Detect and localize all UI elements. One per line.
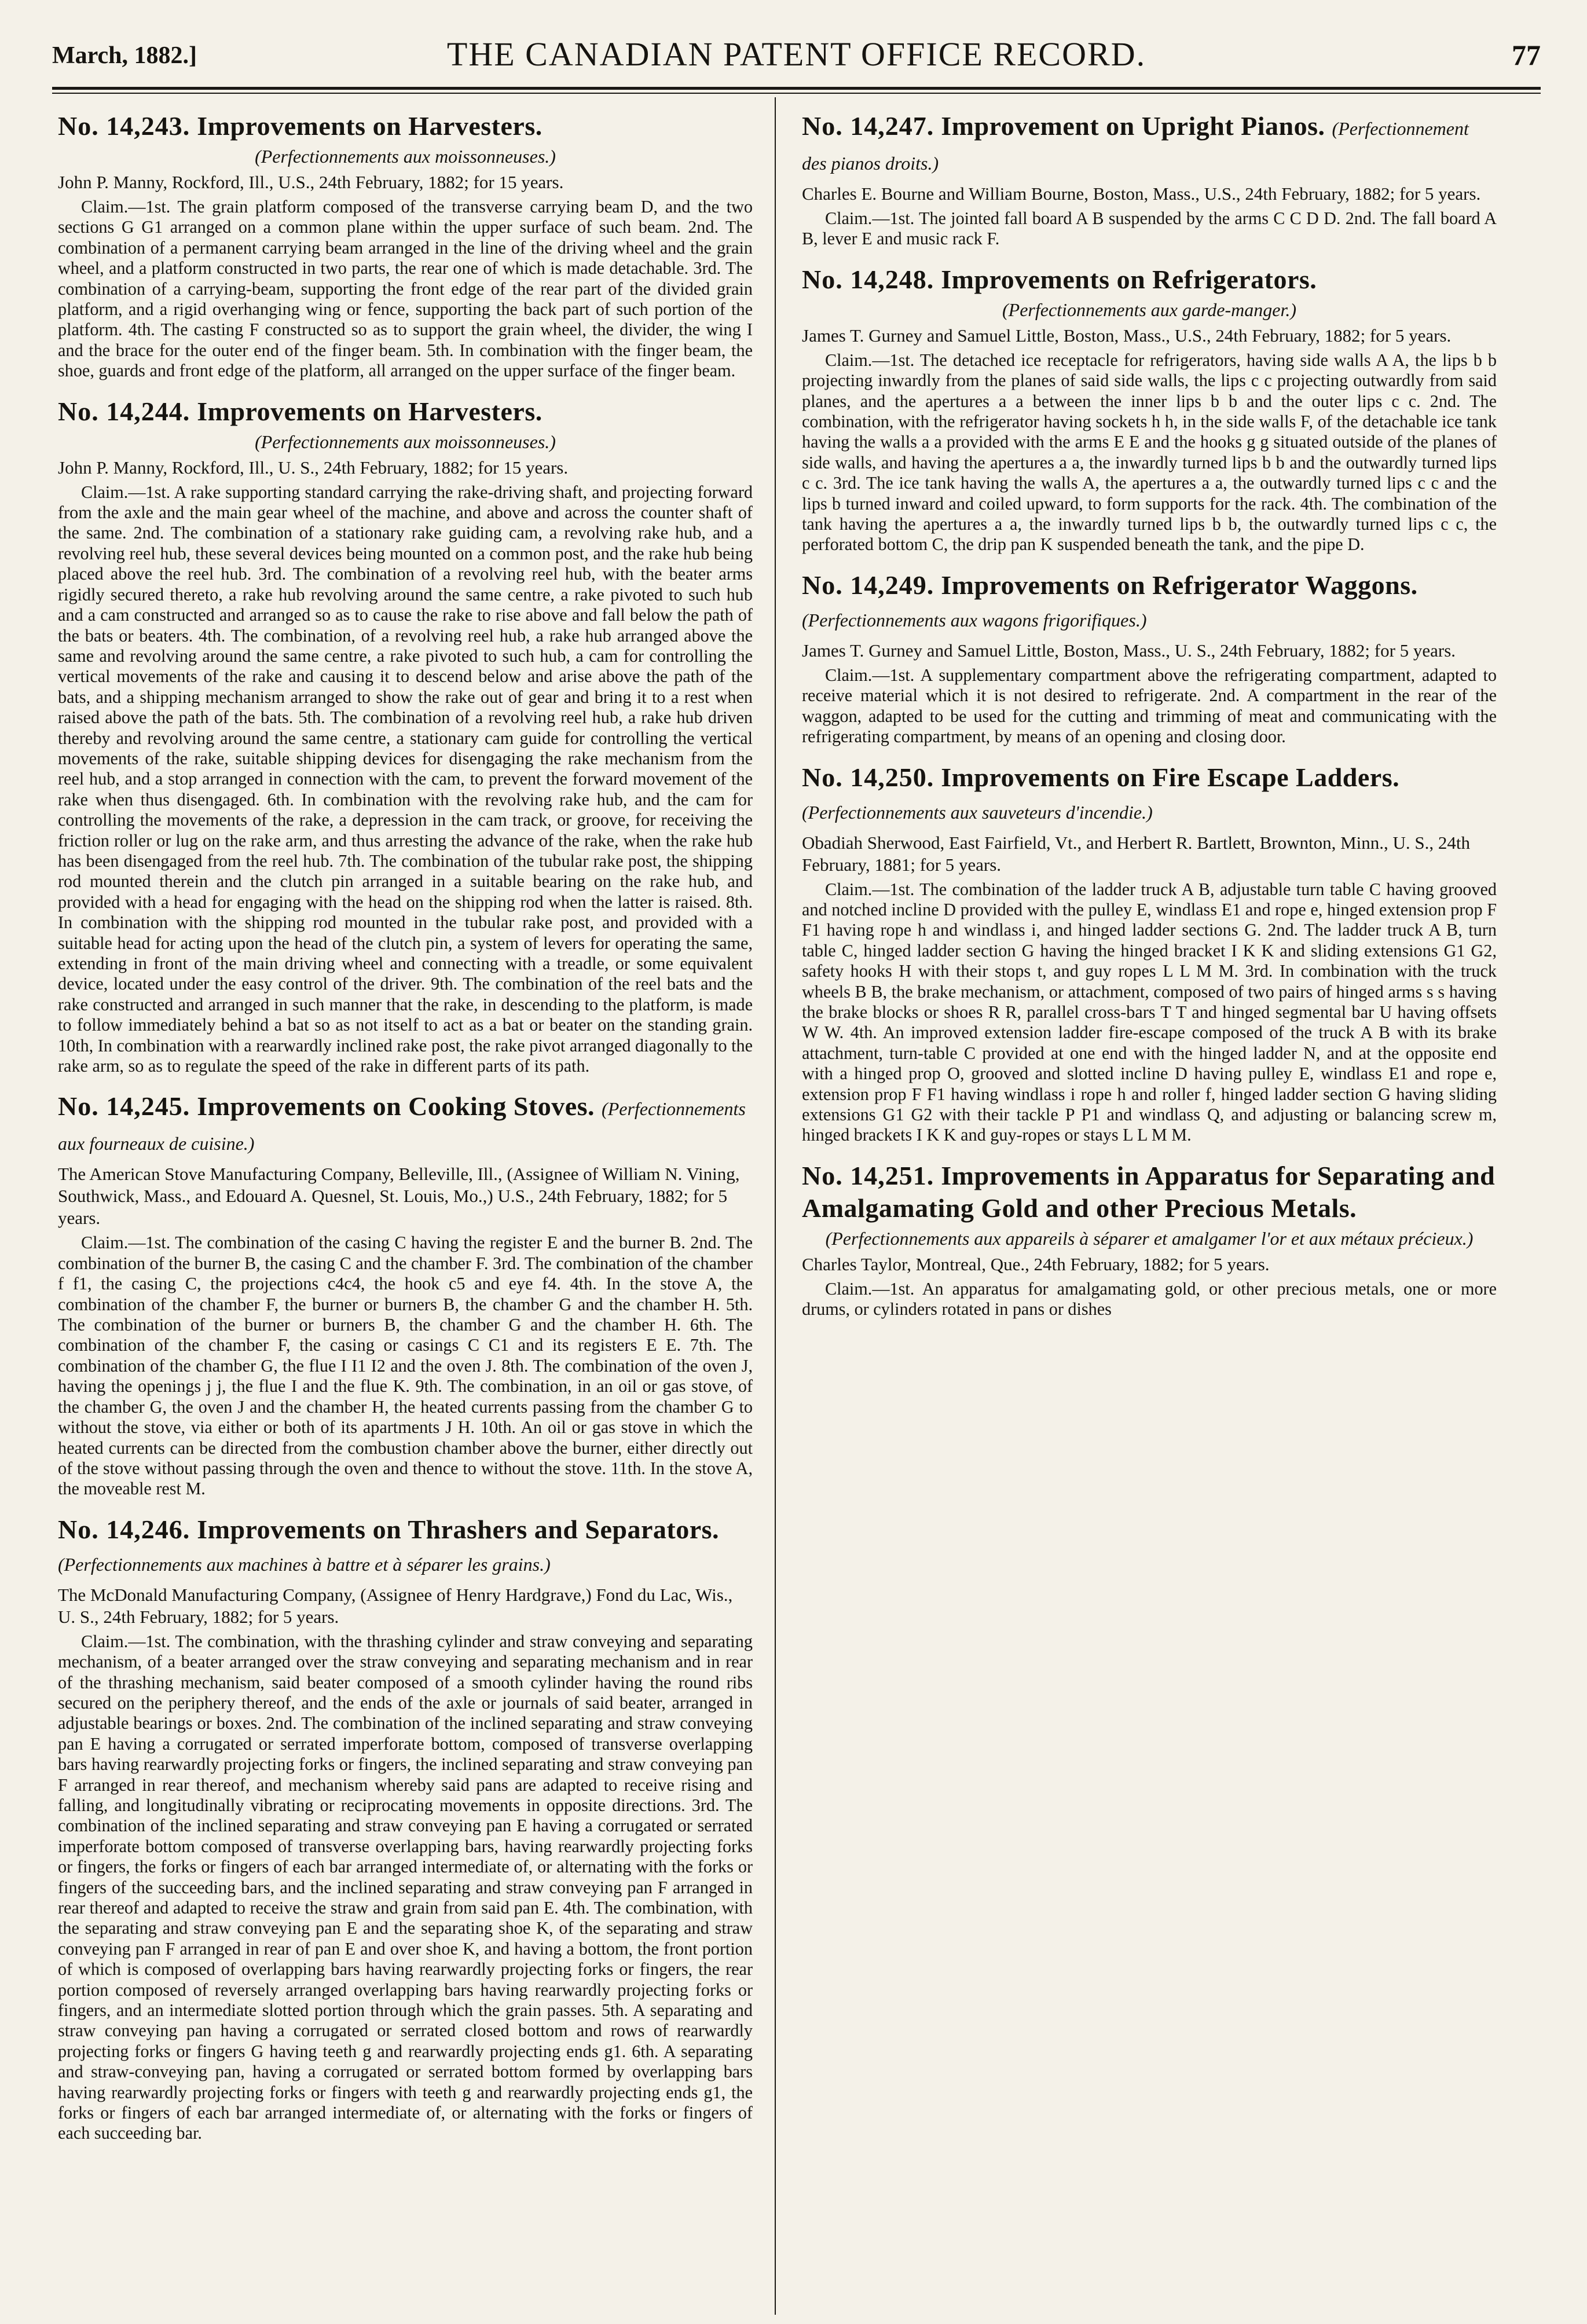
patent-title: Improvements on Refrigerator Waggons. (941, 570, 1418, 600)
issue-date: March, 1882.] (52, 42, 197, 69)
claim-text: Claim.—1st. The combination, with the thrashing cylinder and straw conveying and separating mechanism, of a beater arranged over the straw conveying and separating mechanism and in rear of the thrashing mechanism, said beater composed of a smooth cylinder having the round ribs secured on the periphery thereof, and the ends of the axle or journals of said beater, arranged in adjustable bearings or boxes. 2nd. The combination of the inclined separating and straw conveying pan E having a corrugated or serrated imperforate bottom, composed of transverse overlapping bars having rearwardly projecting forks or fingers, the inclined separating and straw conveying pan F arranged in rear thereof, and mechanism whereby said pans are adapted to receive rising and falling, and longitudinally vibrating or reciprocating movements in opposite directions. 3rd. The combination of the inclined separating and straw conveying pan E having a corrugated or serrated imperforate bottom composed of transverse overlapping bars, having rearwardly projecting forks or fingers, the forks or fingers of each bar arranged intermediate of, or alternating with the forks or fingers of the succeeding bars, and the inclined separating and straw conveying pan F arranged in rear thereof and adapted to receive the straw and grain from said pan E. 4th. The combination, with the separating and straw conveying pan E and the separating shoe K, of the separating and straw conveying pan F arranged in rear of pan E and over shoe K, and having a bottom, the front portion of which is composed of overlapping bars having rearwardly projecting forks or fingers, the rear portion composed of reversely arranged overlapping bars having rearwardly projecting forks or fingers, and an intermediate slotted portion through which the grain passes. 5th. A separating and straw conveying pan having a corrugated or serrated closed bottom and rows of rearwardly projecting forks or fingers G having teeth g and rearwardly projecting ends g1. 6th. A separating and straw-conveying pan, having a corrugated or serrated bottom formed by overlapping bars having rearwardly projecting forks or fingers with teeth g and rearwardly projecting ends g1, the forks or fingers of each bar arranged intermediate of, or alternating with the forks or fingers of each succeeding bar. (58, 1631, 753, 2143)
claim-text: Claim.—1st. A supplementary compartment above the refrigerating compartment, adapted to receive material which it is not desired to refrigerate. 2nd. A compartment in the rear of the waggon, adapted to be used for the cutting and trimming of meat and communicating with the refrigerating compartment, by means of an opening and closing door. (802, 665, 1497, 747)
patent-number: No. 14,250. (802, 762, 934, 792)
french-title: (Perfectionnements aux wagons frigorifiques.) (802, 609, 1147, 631)
page-header (52, 30, 1541, 79)
french-title: (Perfectionnements aux garde-manger.) (1002, 299, 1296, 320)
claim-text: Claim.—1st. A rake supporting standard carrying the rake-driving shaft, and projecting forward from the axle and the main gear wheel of the machine, and above and across the counter shaft of the same. 2nd. The combination of a stationary rake guiding cam, a revolving rake hub, and a revolving reel hub, these several devices being mounted on a common post, and the rake hub being placed above the reel hub. 3rd. The combination of a revolving reel hub, with the beater arms rigidly secured thereto, a rake hub revolving around the same centre, a rake pivoted to such hub and a cam constructed and arranged so as to cause the rake to rise above and fall below the path of the bats or beaters. 4th. The combination, of a revolving reel hub, a rake hub arranged above the same and revolving around the same centre, a rake pivoted to such hub, a cam for controlling the vertical movements of the rake and causing it to descend below and arise above the path of the bats, and a shipping mechanism arranged to show the rake out of gear and bring it to a rest when raised above the path of the bats. 5th. The combination of a revolving reel hub, a rake hub driven thereby and revolving around the same centre, a stationary cam guide for controlling the vertical movements of the rake, suitable shipping devices for disengaging the rake mechanism from the reel hub, and a stop arranged in connection with the cam, to prevent the forward movement of the rake when thus disengaged. 6th. In combination with the revolving rake hub, and the cam for controlling the movements of the rake, a depression in the cam track, or groove, for receiving the friction roller or lug on the rake arm, and thus arresting the advance of the rake, when the rake hub has been disengaged from the reel hub. 7th. The combination of the tubular rake post, the shipping rod mounted therein and the clutch pin arranged in a suitable bearing on the rake hub, and provided with a head for engaging with the head on the shipping rod when the latter is raised. 8th. In combination with the shipping rod mounted in the tubular rake post, and provided with a suitable head for acting upon the head of the clutch pin, a system of levers for operating the same, extending in front of the main driving wheel and connecting with a treadle, or some equivalent device, located under the easy control of the driver. 9th. The combination of the reel bats and the rake constructed and arranged in such manner that the rake, in descending to the platform, is made to follow immediately behind a bat so as not itself to act as a bat or beater on the standing grain. 10th, In combination with a rearwardly inclined rake post, the rake pivot arranged diagonally to the rake arm, so as to regulate the speed of the rake in different parts of its path. (58, 482, 753, 1076)
patent-title: Improvements on Fire Escape Ladders. (941, 762, 1400, 792)
patent-heading (802, 1160, 1497, 1225)
patent-heading (802, 110, 1497, 179)
page-number: 77 (1512, 39, 1541, 71)
publication-title: THE CANADIAN PATENT OFFICE RECORD. (446, 35, 1146, 73)
patent-title: Improvements on Harvesters. (197, 396, 543, 426)
header-rule-thin (52, 93, 1541, 94)
french-title: (Perfectionnements aux moissonneuses.) (255, 431, 556, 452)
patent-heading (58, 1513, 753, 1581)
header-rule (52, 87, 1541, 90)
french-title: (Perfectionnements aux appareils à séparer et amalgamer l'or et aux métaux précieux.) (825, 1227, 1474, 1249)
patentee: James T. Gurney and Samuel Little, Boston, Mass., U. S., 24th February, 1882; for 5 years. (802, 640, 1456, 661)
claim-text: Claim.—1st. The combination of the ladder truck A B, adjustable turn table C having grooved and notched incline D provided with the pulley E, windlass E1 and rope e, hinged extension prop F F1 having rope h and windlass i, and hinged ladder sections G. 2nd. The ladder truck A B, turn table C, hinged ladder section G having the hinged bracket I K K and sliding extensions G1 G2, safety hooks H with their stops t, and guy ropes L L M M. 3rd. In combination with the truck wheels B B, the brake mechanism, or attachment, composed of two pairs of hinged arms s s having the brake blocks or shoes R R, parallel cross-bars T T and hinged segmental bar U having offsets W W. 4th. An improved extension ladder fire-escape composed of the truck A B with its brake attachment, turn-table C provided at one end with the hinged ladder N, and at the opposite end with a hinged prop O, grooved and slotted incline D having pulley E, windlass E1 and rope e, extension prop F F1 having windlass i rope h and roller f, hinged ladder section G having sliding extensions G1 G2 with their tackle P P1 and windlass Q, and adjusting or balancing screw m, hinged brackets I K K and guy-ropes or stays L L M M. (802, 879, 1497, 1145)
patent-number: No. 14,247. (802, 111, 934, 141)
patent-entry-14246 (58, 1513, 753, 2144)
patentee: Obadiah Sherwood, East Fairfield, Vt., and Herbert R. Bartlett, Brownton, Minn., U. S., 24th February, 1881; for 5 years. (802, 832, 1471, 875)
patent-title: Improvements on Harvesters. (197, 111, 543, 141)
patent-title: Improvements on Refrigerators. (941, 264, 1317, 294)
patent-entry-14248 (802, 263, 1497, 555)
patent-entry-14251 (802, 1160, 1497, 1320)
column-divider (775, 97, 776, 2315)
french-title: (Perfectionnements aux fourneaux de cuisine.) (58, 1098, 746, 1154)
patent-number: No. 14,245. (58, 1091, 190, 1121)
patent-number: No. 14,251. (802, 1160, 934, 1190)
patent-title: Improvements on Thrashers and Separators. (197, 1514, 720, 1544)
patent-entry-14244 (58, 395, 753, 1077)
patentee: The McDonald Manufacturing Company, (Assignee of Henry Hardgrave,) Fond du Lac, Wis., U. S., 24th February, 1882; for 5 years. (58, 1584, 733, 1627)
left-column (58, 110, 753, 2158)
french-title: (Perfectionnements aux machines à battre et à séparer les grains.) (58, 1553, 551, 1575)
patent-entry-14250 (802, 761, 1497, 1146)
patent-entry-14245 (58, 1090, 753, 1499)
patent-heading (802, 761, 1497, 829)
patent-number: No. 14,243. (58, 111, 190, 141)
patent-entry-14249 (802, 569, 1497, 747)
patent-number: No. 14,248. (802, 264, 934, 294)
patentee: Charles Taylor, Montreal, Que., 24th February, 1882; for 5 years. (802, 1253, 1270, 1274)
patentee: The American Stove Manufacturing Company, Belleville, Ill., (Assignee of William N. Vining, Southwick, Mass., and Edouard A. Quesnel, St. Louis, Mo.,) U.S., 24th February, 1882; for 5 years. (58, 1164, 740, 1229)
patent-heading (802, 263, 1497, 296)
patent-heading (58, 110, 753, 142)
patentee: John P. Manny, Rockford, Ill., U. S., 24th February, 1882; for 15 years. (58, 457, 569, 478)
patent-title: Improvement on Upright Pianos. (941, 111, 1325, 141)
claim-text: Claim.—1st. An apparatus for amalgamating gold, or other precious metals, one or more drums, or cylinders rotated in pans or dishes (802, 1278, 1497, 1319)
patent-heading (58, 395, 753, 428)
french-title: (Perfectionnements aux moissonneuses.) (255, 146, 556, 167)
claim-text: Claim.—1st. The grain platform composed of the transverse carrying beam D, and the two sections G G1 arranged on a common plane within the upper surface of such beam. 2nd. The combination of a permanent carrying beam arranged in the line of the driving wheel and the grain wheel, and a platform constructed in two parts, the rear one of which is made detachable. 3rd. The combination of a carrying-beam, supporting the front edge of the rear part of the divided grain platform, and a rigid overhanging wing or fence, supporting the back part of such portion of the platform. 4th. The casting F constructed so as to support the grain wheel, the divider, the wing I and the brace for the outer end of the finger beam. 5th. In combination with the finger beam, the shoe, guards and front edge of the platform, all arranged on the upper surface of the finger beam. (58, 197, 753, 381)
patent-title: Improvements in Apparatus for Separating and Amalgamating Gold and other Precious Metals. (802, 1160, 1496, 1223)
patent-heading (58, 1090, 753, 1160)
claim-text: Claim.—1st. The detached ice receptacle for refrigerators, having side walls A A, the lips b b projecting inwardly from the planes of said side walls, the lips c c projecting outwardly from said planes, and the apertures a a between the inner lips b b and the outer lips c c. 2nd. The combination, with the refrigerator having sockets h h, in the side walls F, of the detachable ice tank having the walls a a provided with the arms E E and the hooks g g situated outside of the planes of side walls, and having the apertures a a, the inwardly turned lips b b and the outwardly turned lips c c. 3rd. The ice tank having the walls A, the apertures a a, the outwardly turned lips c c and the lips b turned inward and coiled upward, to form supports for the rack. 4th. The combination of the tank having the apertures a a, the inwardly turned lips b b, the outwardly turned lips c c, the perforated bottom C, the drip pan K suspended beneath the tank, and the pipe D. (802, 350, 1497, 555)
patent-number: No. 14,249. (802, 570, 934, 600)
claim-text: Claim.—1st. The combination of the casing C having the register E and the burner B. 2nd. The combination of the burner B, the casing C and the chamber F. 3rd. The combination of the chamber f f1, the casing C, the projections c4c4, the hook c5 and eye f4. 4th. In the stove A, the combination of the chamber F, the burner or burners B, the chamber G and the chamber H. 5th. The combination of the burner or burners B, the chamber G and the chamber H. 6th. The combination of the chamber F, the casing or casings C C1 and its registers E E. 7th. The combination of the chamber G, the flue I I1 I2 and the oven J. 8th. The combination of the oven J, having the openings j j, the flue I and the flue K. 9th. The combination, in an oil or gas stove, of the chamber G, the oven J and the chamber H, the heated currents passing from the chamber G to without the stove, via either or both of its apartments J H. 10th. An oil or gas stove in which the heated currents can be directed from the combustion chamber above the burner, either directly out of the stove without passing through the oven and thence to without the stove. 11th. In the stove A, the moveable rest M. (58, 1233, 753, 1499)
patent-title: Improvements on Cooking Stoves. (197, 1091, 595, 1121)
patent-entry-14243 (58, 110, 753, 382)
patent-heading (802, 569, 1497, 636)
french-title: (Perfectionnements aux sauveteurs d'incendie.) (802, 801, 1153, 823)
patent-number: No. 14,244. (58, 396, 190, 426)
patent-number: No. 14,246. (58, 1514, 190, 1544)
patentee: James T. Gurney and Samuel Little, Boston, Mass., U.S., 24th February, 1882; for 5 years. (802, 325, 1452, 346)
patentee: John P. Manny, Rockford, Ill., U.S., 24th February, 1882; for 15 years. (58, 172, 564, 192)
patentee: Charles E. Bourne and William Bourne, Boston, Mass., U.S., 24th February, 1882; for 5 years. (802, 184, 1481, 204)
french-title: (Perfectionnement des pianos droits.) (802, 118, 1469, 174)
patent-entry-14247 (802, 110, 1497, 250)
claim-text: Claim.—1st. The jointed fall board A B suspended by the arms C C D D. 2nd. The fall board A B, lever E and music rack F. (802, 208, 1497, 249)
right-column (802, 110, 1497, 1334)
